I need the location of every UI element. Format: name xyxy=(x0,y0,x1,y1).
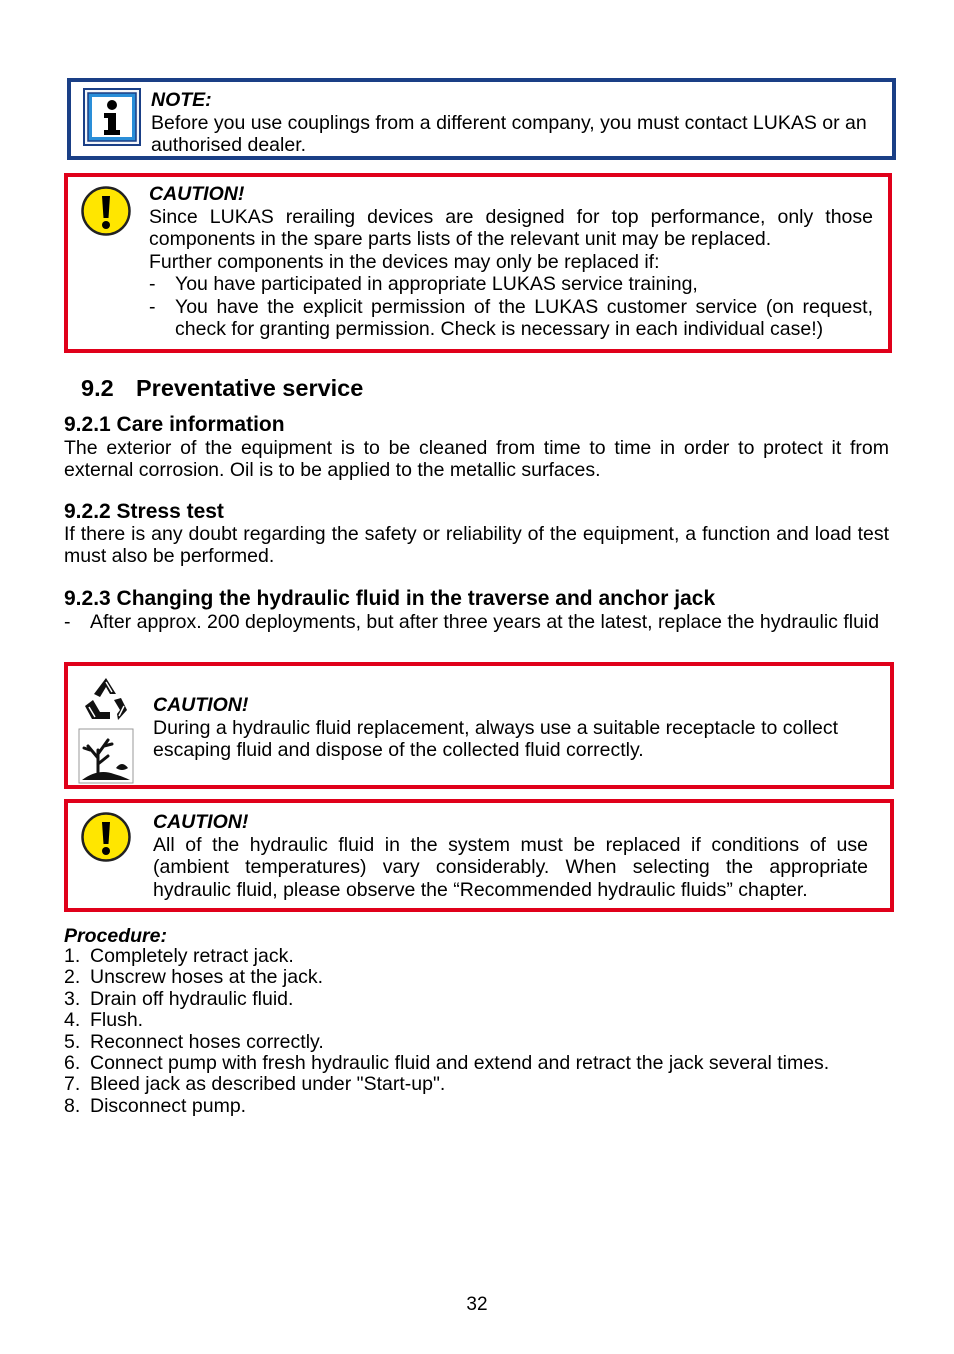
step-text: Disconnect pump. xyxy=(90,1094,247,1117)
section-title: Preventative service xyxy=(136,375,364,401)
caution-1-title: CAUTION! xyxy=(149,183,245,205)
step-number: 5. xyxy=(64,1030,81,1053)
section-heading xyxy=(81,375,363,402)
note-box xyxy=(67,78,896,160)
procedure-step xyxy=(64,1053,889,1074)
care-heading: 9.2.1 Care information xyxy=(64,413,285,436)
caution-3-text: All of the hydraulic fluid in the system must be replaced if conditions of use (ambient temperatures) vary considerably. When selecting the appropriate hydraulic fluid, please observe the “Recommended hydraulic fluids” chapter. xyxy=(153,833,868,901)
procedure-step xyxy=(64,967,889,988)
step-text: Connect pump with fresh hydraulic fluid and extend and retract the jack several times. xyxy=(90,1052,830,1075)
environment-hazard-icon xyxy=(78,728,134,784)
list-item-text: After approx. 200 deployments, but after three years at the latest, replace the hydraulic fluid xyxy=(90,611,880,633)
step-number: 7. xyxy=(64,1073,81,1096)
step-number: 1. xyxy=(64,945,81,967)
warning-exclamation-icon xyxy=(80,811,132,863)
list-dash: - xyxy=(149,295,156,318)
note-title: NOTE: xyxy=(151,89,212,111)
procedure-step xyxy=(64,946,889,967)
warning-exclamation-icon xyxy=(80,185,132,237)
procedure-step xyxy=(64,1032,889,1053)
list-dash: - xyxy=(149,273,156,295)
hydraulic-item xyxy=(64,611,889,633)
note-text: Before you use couplings from a different company, you must contact LUKAS or an authorised dealer. xyxy=(151,111,867,156)
caution-box-2 xyxy=(64,662,894,789)
step-text: Completely retract jack. xyxy=(90,945,294,967)
list-item xyxy=(149,273,873,296)
caution-box-1 xyxy=(64,173,892,353)
recycling-icon xyxy=(80,674,132,724)
list-item-text: You have participated in appropriate LUKAS service training, xyxy=(175,273,698,295)
step-number: 8. xyxy=(64,1094,81,1117)
procedure-title: Procedure: xyxy=(64,925,167,947)
step-text: Reconnect hoses correctly. xyxy=(90,1030,324,1053)
list-item-text: You have the explicit permission of the LUKAS customer service (on request, check for granting permission. Check is necessary in each individual case!) xyxy=(175,295,873,340)
page-number: 32 xyxy=(466,1294,488,1315)
step-text: Flush. xyxy=(90,1009,144,1032)
step-number: 6. xyxy=(64,1052,81,1075)
stress-heading: 9.2.2 Stress test xyxy=(64,500,224,523)
step-number: 3. xyxy=(64,987,81,1010)
info-icon xyxy=(83,88,141,146)
procedure-step xyxy=(64,989,889,1010)
caution-1-condition-intro: Further components in the devices may only be replaced if: xyxy=(149,250,660,273)
step-text: Drain off hydraulic fluid. xyxy=(90,987,294,1010)
step-text: Unscrew hoses at the jack. xyxy=(90,966,324,989)
step-number: 2. xyxy=(64,966,81,989)
care-text: The exterior of the equipment is to be cleaned from time to time in order to protect it from external corrosion. Oil is to be applied to the metallic surfaces. xyxy=(64,437,889,481)
step-text: Bleed jack as described under "Start-up". xyxy=(90,1073,446,1096)
caution-2-text: During a hydraulic fluid replacement, always use a suitable receptacle to collect escaping fluid and dispose of the collected fluid correctly. xyxy=(153,716,839,761)
list-dash: - xyxy=(64,611,71,633)
section-number: 9.2 xyxy=(81,375,114,401)
procedure-list xyxy=(64,946,889,1117)
list-item xyxy=(64,611,889,633)
caution-3-title: CAUTION! xyxy=(153,811,249,833)
procedure-step xyxy=(64,1010,889,1031)
list-item xyxy=(149,296,873,341)
stress-text: If there is any doubt regarding the safety or reliability of the equipment, a function and load test must also be performed. xyxy=(64,523,889,567)
caution-1-text: Since LUKAS rerailing devices are designed for top performance, only those components in the spare parts lists of the relevant unit may be replaced. xyxy=(149,205,873,250)
procedure-step xyxy=(64,1096,889,1117)
procedure-step xyxy=(64,1074,889,1095)
caution-2-title: CAUTION! xyxy=(153,694,249,716)
hydraulic-heading: 9.2.3 Changing the hydraulic fluid in the traverse and anchor jack xyxy=(64,587,716,610)
caution-box-3 xyxy=(64,799,894,912)
step-number: 4. xyxy=(64,1009,81,1032)
